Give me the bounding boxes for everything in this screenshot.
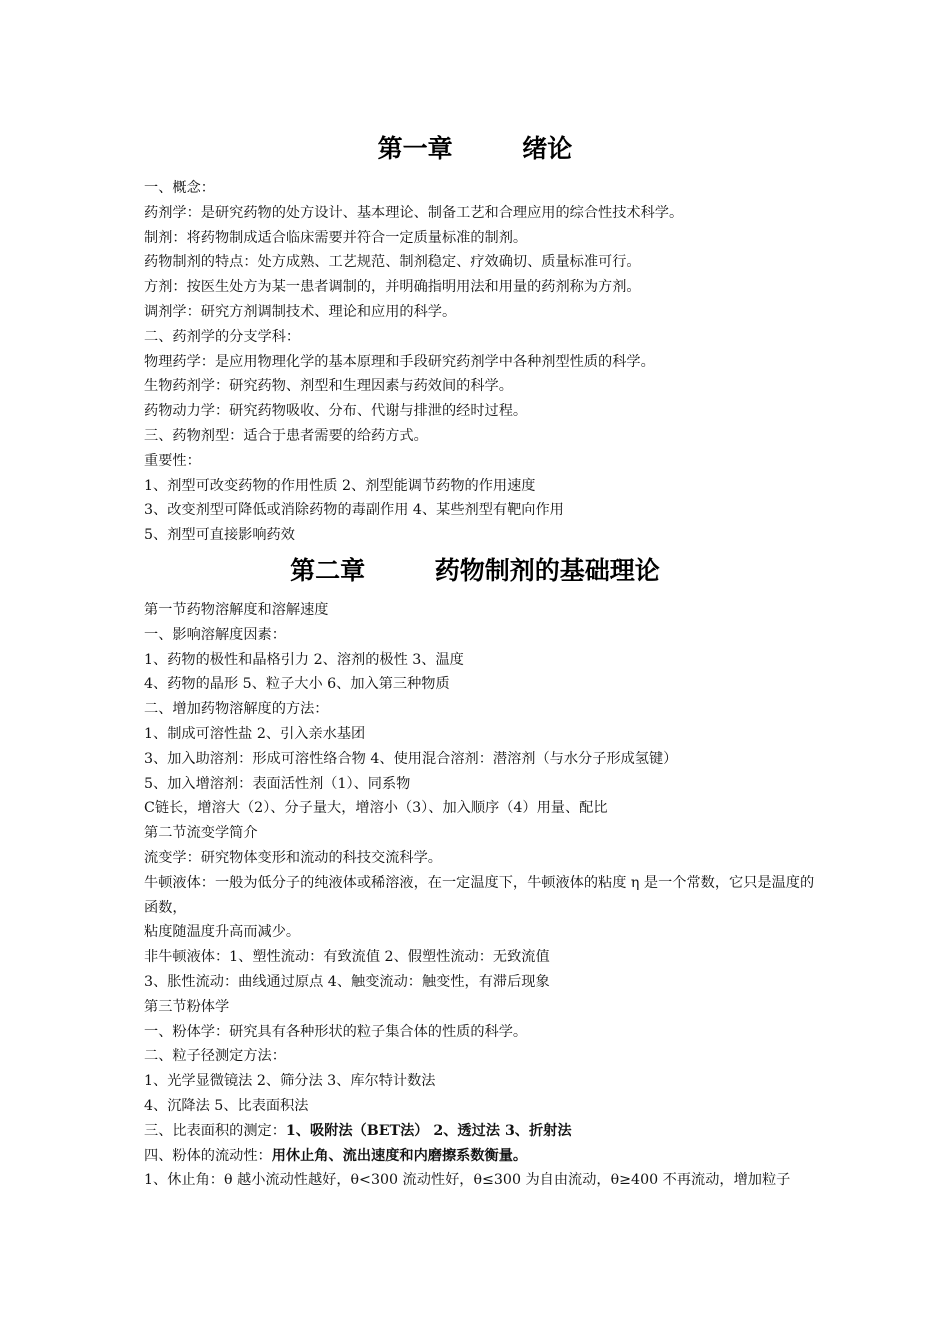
text-line: 药物动力学：研究药物吸收、分布、代谢与排泄的经时过程。: [144, 403, 528, 420]
text-line: 非牛顿液体：1、塑性流动：有致流值 2、假塑性流动：无致流值: [144, 949, 550, 966]
text-line: 一、粉体学：研究具有各种形状的粒子集合体的性质的科学。: [144, 1023, 528, 1040]
text-line: C链长，增溶大（2）、分子量大，增溶小（3）、加入顺序（4）用量、配比: [144, 800, 608, 817]
text-line: 1、药物的极性和晶格引力 2、溶剂的极性 3、温度: [144, 651, 464, 668]
flowability-measures: 用休止角、流出速度和内磨擦系数衡量。: [271, 1147, 528, 1164]
text-line: 5、剂型可直接影响药效: [144, 527, 295, 544]
flowability-label: 四、粉体的流动性：: [144, 1147, 272, 1164]
text-line: 流变学：研究物体变形和流动的科技交流科学。: [144, 849, 442, 866]
text-line: 3、改变剂型可降低或消除药物的毒副作用 4、某些剂型有靶向作用: [144, 502, 564, 519]
text-line: 1、制成可溶性盐 2、引入亲水基团: [144, 725, 366, 742]
newtonian-fluid-paragraph: 牛顿液体：一般为低分子的纯液体或稀溶液，在一定温度下，牛顿液体的粘度 η 是一个常数，它只是温度的函数，: [144, 874, 815, 916]
text-line: 第一节药物溶解度和溶解速度: [144, 602, 329, 618]
chapter-1-body: [144, 176, 824, 548]
repose-angle-paragraph: 1、休止角：θ 越小流动性越好，θ<300 流动性好，θ≤300 为自由流动，θ≥400 不再流动，增加粒子: [144, 1172, 791, 1189]
text-line: 重要性：: [144, 452, 201, 469]
text-line: 药物制剂的特点：处方成熟、工艺规范、制剂稳定、疗效确切、质量标准可行。: [144, 254, 641, 271]
surface-area-label: 三、比表面积的测定：: [144, 1122, 286, 1139]
text-line: 药剂学：是研究药物的处方设计、基本理论、制备工艺和合理应用的综合性技术科学。: [144, 204, 684, 221]
text-line: 1、光学显微镜法 2、筛分法 3、库尔特计数法: [144, 1073, 436, 1090]
text-line: 三、药物剂型：适合于患者需要的给药方式。: [144, 427, 428, 444]
text-line: 二、药剂学的分支学科：: [144, 328, 301, 345]
text-line: 5、加入增溶剂：表面活性剂（1）、同系物: [144, 775, 411, 792]
chapter-2-title: 第二章 药物制剂的基础理论: [290, 556, 660, 585]
text-line: 方剂：按医生处方为某一患者调制的，并明确指明用法和用量的药剂称为方剂。: [144, 279, 641, 296]
text-line: 二、粒子径测定方法：: [144, 1048, 286, 1065]
chapter-1-title: 第一章 绪论: [377, 134, 573, 163]
text-line: 第三节粉体学: [144, 998, 230, 1015]
text-line: 4、药物的晶形 5、粒子大小 6、加入第三种物质: [144, 676, 450, 693]
text-line: 3、胀性流动：曲线通过原点 4、触变流动：触变性，有滞后现象: [144, 973, 550, 990]
flowability-line: [144, 1144, 824, 1169]
text-line: 制剂：将药物制成适合临床需要并符合一定质量标准的制剂。: [144, 229, 528, 246]
surface-area-line: [144, 1119, 824, 1144]
surface-area-methods: 1、吸附法（BET法） 2、透过法 3、折射法: [285, 1122, 572, 1139]
text-line: 粘度随温度升高而减少。: [144, 924, 301, 941]
text-line: 一、影响溶解度因素：: [144, 626, 286, 643]
text-line: 生物药剂学：研究药物、剂型和生理因素与药效间的科学。: [144, 378, 513, 395]
chapter-2-body: [144, 598, 824, 1193]
text-line: 物理药学：是应用物理化学的基本原理和手段研究药剂学中各种剂型性质的科学。: [144, 353, 655, 370]
text-line: 调剂学：研究方剂调制技术、理论和应用的科学。: [144, 303, 457, 320]
text-line: 二、增加药物溶解度的方法：: [144, 701, 329, 718]
text-line: 3、加入助溶剂：形成可溶性络合物 4、使用混合溶剂：潜溶剂（与水分子形成氢键）: [144, 750, 678, 767]
text-line: 4、沉降法 5、比表面积法: [144, 1097, 309, 1114]
text-line: 1、剂型可改变药物的作用性质 2、剂型能调节药物的作用速度: [144, 477, 536, 494]
text-line: 一、概念：: [144, 180, 215, 196]
text-line: 第二节流变学简介: [144, 825, 258, 842]
